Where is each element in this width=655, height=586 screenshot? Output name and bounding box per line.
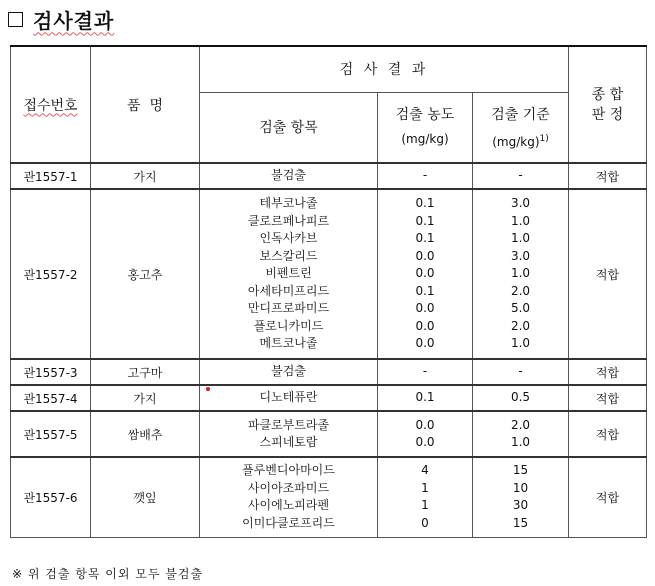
cell-line: 2.0 xyxy=(510,417,531,432)
cell-line: 4 xyxy=(421,463,429,478)
header-item: 검출 항목 xyxy=(200,92,378,163)
cell-line: 불검출 xyxy=(271,168,306,183)
cell-line: 0.1 xyxy=(415,196,435,211)
cell-line: 5.0 xyxy=(510,301,531,316)
section-title xyxy=(8,6,114,32)
cell-line: 사이에노피라펜 xyxy=(247,498,330,513)
cell-line: 10 xyxy=(512,480,529,495)
cell-line: 0.0 xyxy=(415,248,435,263)
concentration-cell xyxy=(378,359,473,385)
product-cell: 고구마 xyxy=(91,359,200,385)
cell-line: - xyxy=(422,364,428,379)
section-title-text: 검사결과 xyxy=(33,8,115,33)
cell-line: 불검출 xyxy=(271,364,306,379)
table-row xyxy=(11,457,647,537)
cell-line: 1.0 xyxy=(510,336,531,351)
cell-line: 0.1 xyxy=(415,390,435,405)
item-cell xyxy=(200,385,378,411)
cell-line: 3.0 xyxy=(510,248,531,263)
cell-line: 보스칼리드 xyxy=(259,248,318,263)
cell-line: 클로르페나피르 xyxy=(247,213,330,228)
cell-line: 이미다클로프리드 xyxy=(242,515,335,530)
cell-line: 0.0 xyxy=(415,301,435,316)
product-cell: 쌈배추 xyxy=(91,411,200,457)
concentration-cell xyxy=(378,411,473,457)
item-cell xyxy=(200,189,378,359)
table-row xyxy=(11,189,647,359)
judgement-cell: 적합 xyxy=(569,385,647,411)
header-judgement: 종 합 판 정 xyxy=(569,46,647,163)
cell-line: 0.0 xyxy=(415,336,435,351)
cell-line: 2.0 xyxy=(510,283,531,298)
cell-line: 1.0 xyxy=(510,435,531,449)
cell-line: 0.0 xyxy=(415,266,435,281)
standard-cell xyxy=(473,359,569,385)
receipt-no-cell: 관1557-6 xyxy=(11,457,91,537)
cell-line: 아세타미프리드 xyxy=(247,283,330,298)
header-product: 품 명 xyxy=(91,46,200,163)
cell-line: 메트코나졸 xyxy=(259,336,318,351)
cell-line: 디노테퓨란 xyxy=(259,390,318,405)
cell-line: 30 xyxy=(512,498,529,513)
cell-line: 3.0 xyxy=(510,196,531,211)
header-standard: 검출 기준 $(mg/kg)^{1)}$ xyxy=(473,92,569,163)
table-row xyxy=(11,385,647,411)
cell-line: 파클로부트라졸 xyxy=(247,417,330,432)
concentration-cell xyxy=(378,457,473,537)
header-results: 검 사 결 과 xyxy=(200,46,569,92)
cell-line: 15 xyxy=(512,515,529,530)
cell-line: 0 xyxy=(421,515,429,530)
judgement-cell: 적합 xyxy=(569,359,647,385)
concentration-cell xyxy=(378,189,473,359)
product-cell: 깻잎 xyxy=(91,457,200,537)
checkbox-square-icon xyxy=(8,12,23,27)
cell-line: 2.0 xyxy=(510,318,531,333)
cell-line: 0.1 xyxy=(415,213,435,228)
concentration-cell xyxy=(378,163,473,189)
results-table xyxy=(10,45,647,538)
standard-cell xyxy=(473,411,569,457)
receipt-no-cell: 관1557-1 xyxy=(11,163,91,189)
item-cell xyxy=(200,411,378,457)
table-row xyxy=(11,163,647,189)
receipt-no-cell: 관1557-4 xyxy=(11,385,91,411)
header-concentration: 검출 농도 (mg/kg) xyxy=(378,92,473,163)
product-cell: 홍고추 xyxy=(91,189,200,359)
footnote: ※ 위 검출 항목 이외 모두 불검출 xyxy=(12,567,204,581)
cell-line: 0.0 xyxy=(415,318,435,333)
standard-cell xyxy=(473,457,569,537)
cell-line: 비펜트린 xyxy=(265,266,312,281)
cell-line: 0.1 xyxy=(415,231,435,246)
cell-line: - xyxy=(518,364,523,379)
judgement-cell: 적합 xyxy=(569,411,647,457)
receipt-no-cell: 관1557-2 xyxy=(11,189,91,359)
cell-line: 스피네토람 xyxy=(259,435,318,449)
standard-cell xyxy=(473,163,569,189)
red-dot-mark xyxy=(206,387,210,391)
cell-line: 플루벤디아마이드 xyxy=(242,463,335,478)
judgement-cell: 적합 xyxy=(569,457,647,537)
cell-line: 인독사카브 xyxy=(259,231,318,246)
cell-line: 1 xyxy=(421,480,429,495)
concentration-cell xyxy=(378,385,473,411)
table-row xyxy=(11,359,647,385)
item-cell xyxy=(200,359,378,385)
judgement-cell: 적합 xyxy=(569,189,647,359)
cell-line: 0.1 xyxy=(415,283,435,298)
cell-line: 0.0 xyxy=(415,417,435,432)
cell-line: 1 xyxy=(421,498,429,513)
cell-line: 0.5 xyxy=(510,390,531,405)
item-cell xyxy=(200,457,378,537)
product-cell: 가지 xyxy=(91,163,200,189)
product-cell: 가지 xyxy=(91,385,200,411)
standard-cell xyxy=(473,189,569,359)
cell-line: 0.0 xyxy=(415,435,435,449)
receipt-no-cell: 관1557-3 xyxy=(11,359,91,385)
cell-line: 1.0 xyxy=(510,213,531,228)
cell-line: 플로니카미드 xyxy=(253,318,324,333)
cell-line: 테부코나졸 xyxy=(259,196,318,211)
header-receipt-no: 접수번호 xyxy=(11,46,91,163)
cell-line: - xyxy=(518,168,523,183)
cell-line: 1.0 xyxy=(510,266,531,281)
table-row xyxy=(11,411,647,457)
item-cell xyxy=(200,163,378,189)
judgement-cell: 적합 xyxy=(569,163,647,189)
cell-line: 15 xyxy=(512,463,529,478)
cell-line: 만디프로파미드 xyxy=(247,301,330,316)
cell-line: 사이아조파미드 xyxy=(247,480,330,495)
cell-line: 1.0 xyxy=(510,231,531,246)
receipt-no-cell: 관1557-5 xyxy=(11,411,91,457)
standard-cell xyxy=(473,385,569,411)
cell-line: - xyxy=(422,168,428,183)
